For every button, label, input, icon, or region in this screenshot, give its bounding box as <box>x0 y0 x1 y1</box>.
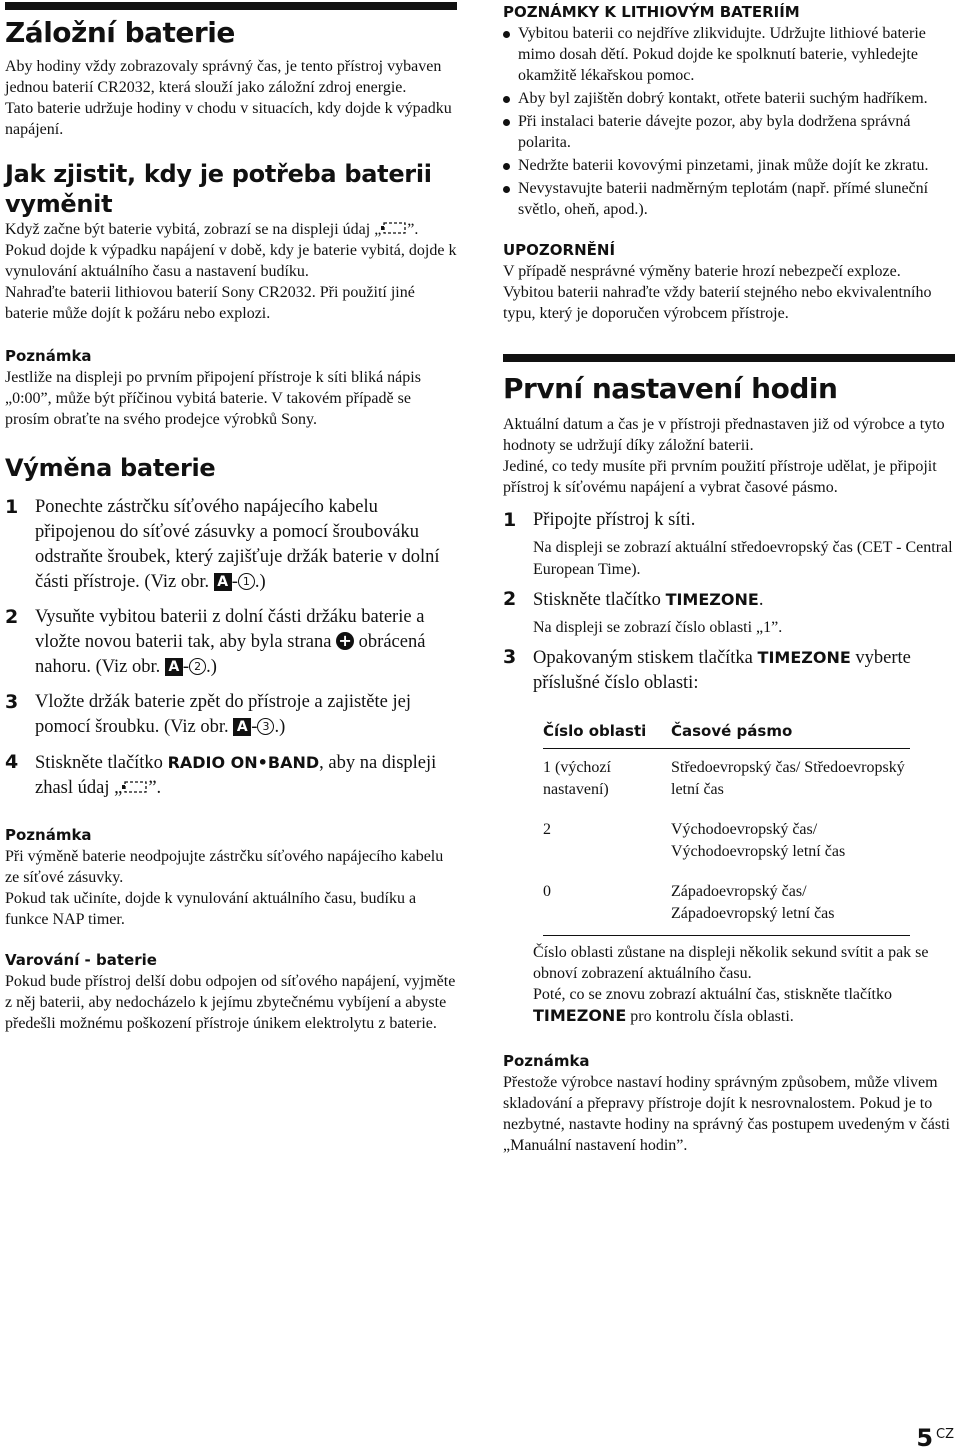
step-4: 4 Stiskněte tlačítko RADIO ON•BAND, aby na displeji zhasl údaj „ ”. <box>5 751 437 798</box>
paragraph: Aby hodiny vždy zobrazovaly správný čas, je tento přístroj vybaven jednou baterií CR2032, která slouží jako záložní zdroj energie. <box>5 58 442 96</box>
note-heading: Poznámka <box>5 826 92 844</box>
lithium-bullet-list <box>503 23 955 220</box>
paragraph: Poté, co se znovu zobrazí aktuální čas, stiskněte tlačítko TIMEZONE pro kontrolu čísla oblasti. <box>533 986 892 1025</box>
step-number: 4 <box>5 751 19 773</box>
table-cell: 2 <box>543 821 551 838</box>
section-rule <box>503 354 955 362</box>
list-item: Vybitou baterii co nejdříve zlikvidujte. Udržujte lithiové baterie mimo dosah dětí. Pokud dojde ke spolknutí baterie, vyhledejte okamžitě lékařskou pomoc. <box>503 23 955 86</box>
table-header-row <box>543 714 910 749</box>
step-number: 1 <box>503 509 517 531</box>
step-3: 3 Vložte držák baterie zpět do přístroje a zajistěte jej pomocí šroubku. (Viz obr. A - 3 .) <box>5 691 411 737</box>
button-name-timezone: TIMEZONE <box>665 590 759 609</box>
table-row <box>543 749 910 812</box>
column-header: Číslo oblasti <box>543 714 671 749</box>
step-detail: Na displeji se zobrazí číslo oblasti „1”. <box>533 619 783 636</box>
paragraph-low-battery: Když začne být baterie vybitá, zobrazí se na displeji údaj „ ”. <box>5 221 419 238</box>
table-cell: Středoevropský čas/ Středoevropský letní čas <box>671 759 905 798</box>
step-number: 3 <box>503 646 517 668</box>
table-cell: 0 <box>543 873 671 936</box>
caution-text: V případě nesprávné výměny baterie hrozí nebezpečí exploze. <box>503 263 901 280</box>
table-cell: 1 (výchozí nastavení) <box>543 759 611 798</box>
figure-ref-a: A <box>165 658 183 676</box>
battery-icon <box>381 221 407 238</box>
step-number: 2 <box>5 606 19 628</box>
table-followup <box>533 942 955 1027</box>
step-number: 3 <box>5 691 19 713</box>
caution-text: Vybitou baterii nahraďte vždy baterií stejného nebo ekvivalentního typu, který je doporučen výrobcem přístroje. <box>503 284 932 322</box>
step-detail: Na displeji se zobrazí aktuální středoevropský čas (CET - Central European Time). <box>533 539 953 578</box>
table-cell: Východoevropský čas/ Východoevropský letní čas <box>671 821 846 860</box>
plus-polarity-icon: + <box>336 632 354 650</box>
step-2: 2 Vysuňte vybitou baterii z dolní části držáku baterie a vložte novou baterii tak, aby byla strana + obrácená nahoru. (Viz obr. A - 2 .) <box>5 606 426 677</box>
warning-heading: Varování - baterie <box>5 951 157 969</box>
battery-icon <box>122 778 148 798</box>
note-text: Pokud tak učiníte, dojde k vynulování aktuálního času, budíku a funkce NAP timer. <box>5 890 417 928</box>
timezone-table <box>543 714 910 936</box>
list-item: Nedržte baterii kovovými pinzetami, jinak může dojít ke zkratu. <box>503 155 955 176</box>
caution-heading: UPOZORNĚNÍ <box>503 241 616 259</box>
note-text: Jestliže na displeji po prvním připojení přístroje k síti bliká nápis „0:00”, může být příčinou vybitá baterie. V takovém případě se prosím obraťte na svého prodejce výrobků Sony. <box>5 369 421 428</box>
page-number: 5 $^{CZ}$ <box>916 1424 954 1452</box>
step-3: 3 Opakovaným stiskem tlačítka TIMEZONE vyberte příslušné číslo oblasti: <box>503 646 911 693</box>
table-row <box>543 811 910 873</box>
section-title-battery-replacement: Výměna baterie <box>5 454 216 482</box>
step-number: 2 <box>503 588 517 610</box>
paragraph: Nahraďte baterii lithiovou baterií Sony CR2032. Při použití jiné baterie může dojít k požáru nebo explozi. <box>5 284 415 322</box>
note-heading: Poznámka <box>5 347 92 365</box>
language-code: CZ <box>936 1427 954 1442</box>
button-name-radio-on-band: RADIO ON•BAND <box>167 753 320 772</box>
warning-text: Pokud bude přístroj delší dobu odpojen od síťového napájení, vyjměte z něj baterii, aby nedocházelo k jejímu zbytečnému vybíjení a abyste předešli možnému poškození přístroje únikem elektrolytu z baterie. <box>5 973 456 1032</box>
figure-ref-a: A <box>214 573 232 591</box>
figure-ref-number: 2 <box>189 658 206 675</box>
button-name-timezone: TIMEZONE <box>533 1006 627 1025</box>
note-text: Při výměně baterie neodpojujte zástrčku síťového napájecího kabelu ze síťové zásuvky. <box>5 848 444 886</box>
note-text: Přestože výrobce nastaví hodiny správným způsobem, může vlivem skladování a přepravy přístroje dojít k nesrovnalostem. Pokud je to nezbytné, nastavte hodiny na správný čas postupem uvedeným v části „Manuální nastavení hodin”. <box>503 1074 950 1154</box>
column-header: Časové pásmo <box>671 714 910 749</box>
lithium-notes-heading: POZNÁMKY K LITHIOVÝM BATERIÍM <box>503 3 800 21</box>
section-title-first-clock-setup: První nastavení hodin <box>503 372 838 405</box>
list-item: Při instalaci baterie dávejte pozor, aby byla dodržena správná polarita. <box>503 111 955 153</box>
left-column <box>5 0 457 1034</box>
button-name-timezone: TIMEZONE <box>757 648 851 667</box>
paragraph: Jediné, co tedy musíte při prvním použití přístroje udělat, je připojit přístroj k síťovému napájení a vybrat časové pásmo. <box>503 458 937 496</box>
table-row <box>543 873 910 936</box>
step-1: 1 Připojte přístroj k síti. Na displeji se zobrazí aktuální středoevropský čas (CET - Central European Time). <box>503 508 955 581</box>
list-item: Aby byl zajištěn dobrý kontakt, otřete baterii suchým hadříkem. <box>503 88 955 109</box>
section-rule <box>5 2 457 10</box>
paragraph: Číslo oblasti zůstane na displeji několik sekund svítit a pak se obnoví zobrazení aktuálního času. <box>533 944 929 982</box>
step-number: 1 <box>5 496 19 518</box>
figure-ref-number: 1 <box>238 573 255 590</box>
right-column <box>503 0 955 1156</box>
step-2: 2 Stiskněte tlačítko TIMEZONE. Na displeji se zobrazí číslo oblasti „1”. <box>503 587 955 639</box>
section-title-when-replace: Jak zjistit, kdy je potřeba baterii vyměnit <box>5 160 432 218</box>
table-cell: Západoevropský čas/ Západoevropský letní čas <box>671 873 910 936</box>
figure-ref-a: A <box>233 718 251 736</box>
paragraph: Pokud dojde k výpadku napájení v době, kdy je baterie vybitá, dojde k vynulování aktuálního času a nastavení budíku. <box>5 242 457 280</box>
note-heading: Poznámka <box>503 1052 590 1070</box>
list-item: Nevystavujte baterii nadměrným teplotám (např. přímé sluneční světlo, oheň, apod.). <box>503 178 955 220</box>
paragraph: Aktuální datum a čas je v přístroji přednastaven již od výrobce a tyto hodnoty se udržují díky záložní baterii. <box>503 416 945 454</box>
paragraph: Tato baterie udržuje hodiny v chodu v situacích, kdy dojde k výpadku napájení. <box>5 100 452 138</box>
step-1: 1 Ponechte zástrčku síťového napájecího kabelu připojenou do síťové zásuvky a pomocí šroubováku odstraňte šroubek, který zajišťuje držák baterie v dolní části přístroje. (Viz obr. A - 1 .) <box>5 496 440 592</box>
figure-ref-number: 3 <box>257 718 274 735</box>
section-title-backup-battery: Záložní baterie <box>5 16 235 49</box>
